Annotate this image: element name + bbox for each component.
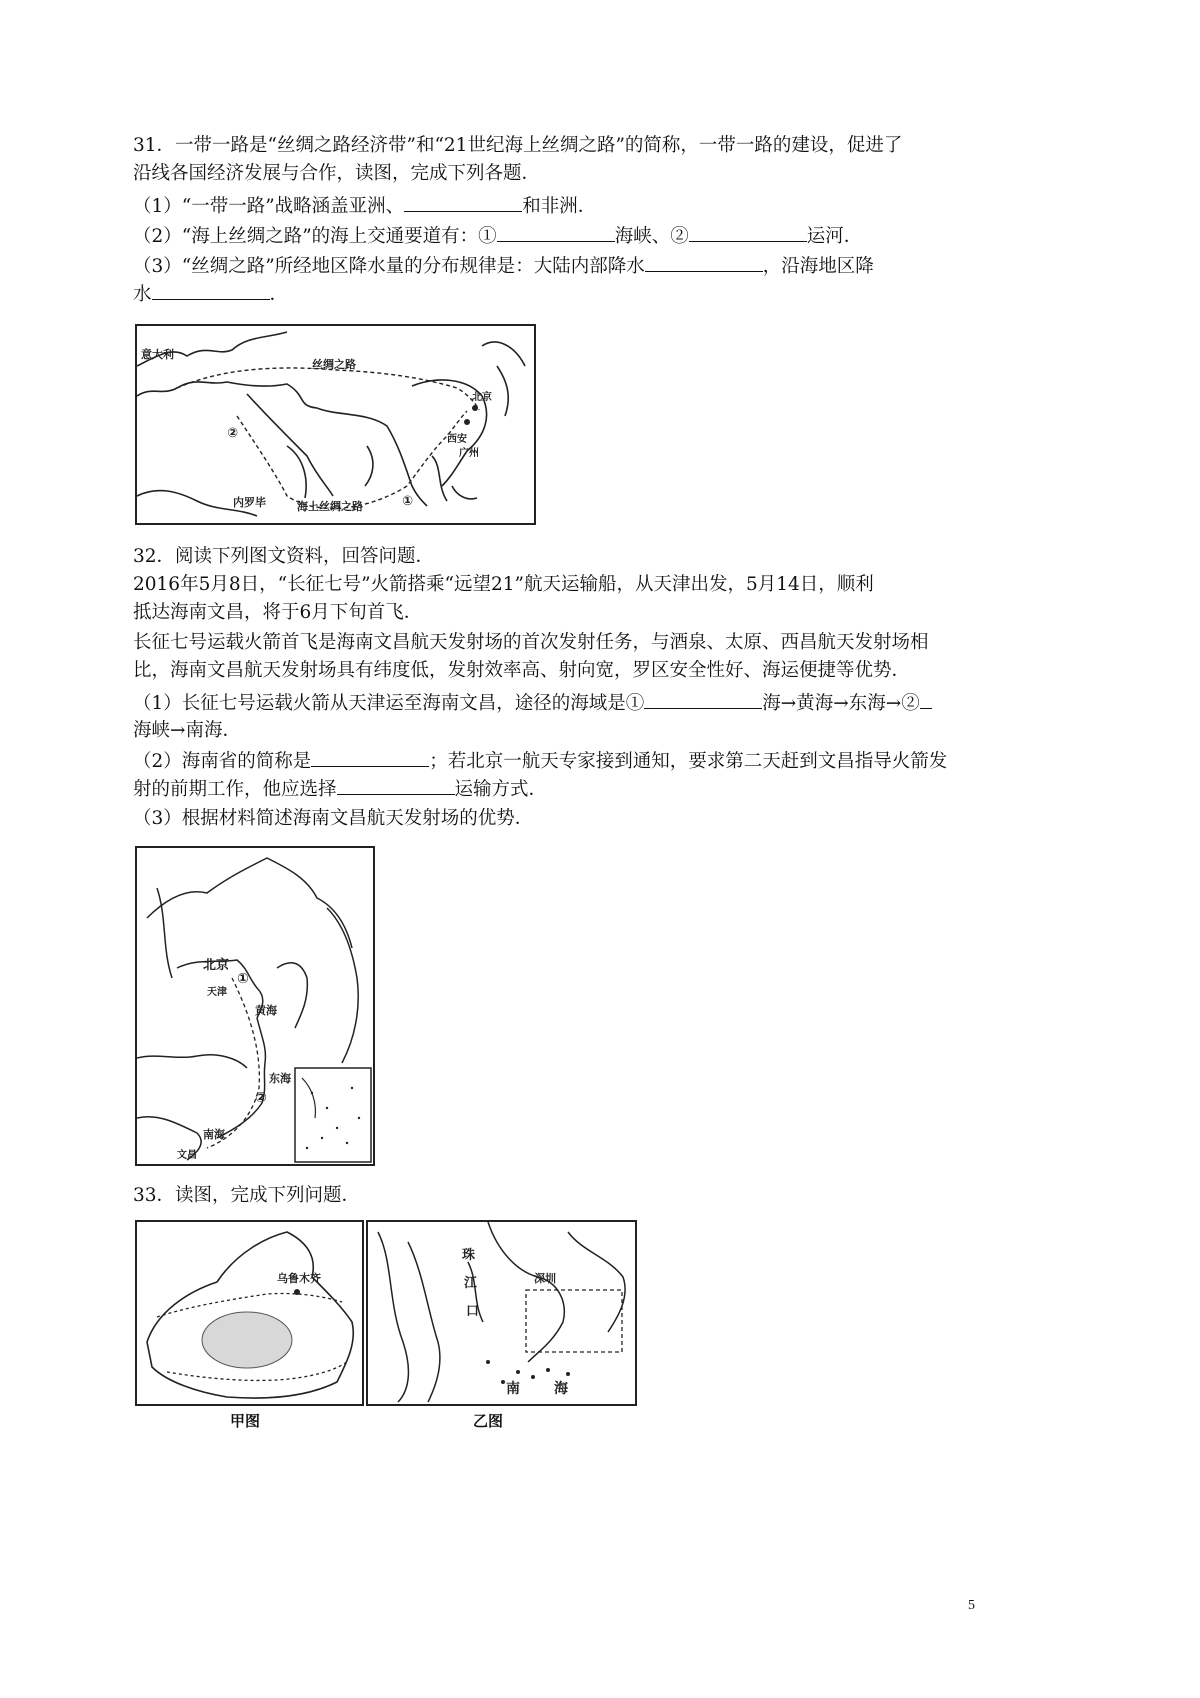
page-number: 5 (968, 1598, 975, 1613)
q32-para2-line1: 长征七号运载火箭首飞是海南文昌航天发射场的首次发射任务，与酒泉、太原、西昌航天发射场相 (133, 632, 929, 653)
q31-intro-line1: 31．一带一路是“丝绸之路经济带”和“21世纪海上丝绸之路”的简称，一带一路的建设，促进了 (133, 135, 903, 156)
q31-part2 (133, 223, 862, 250)
q31-label-xian: 西安 (447, 434, 467, 445)
q32-part1 (133, 690, 932, 717)
q33-label-hai: 海 (554, 1381, 568, 1397)
q32-label-tianjin: 天津 (207, 987, 227, 998)
q31-part1 (133, 193, 596, 220)
q33-label-urumqi: 乌鲁木齐 (277, 1272, 321, 1285)
q32-label-nanhai: 南海 (203, 1128, 225, 1141)
q31-part1-blank[interactable] (404, 193, 522, 212)
q32-part1-text-before: （1）长征七号运载火箭从天津运至海南文昌，途径的海域是① (133, 693, 645, 714)
q31-part3-blank1[interactable] (645, 253, 763, 272)
q31-part2-blank1[interactable] (497, 223, 615, 242)
q32-part2 (133, 748, 947, 775)
q31-marker-2: ② (227, 426, 239, 441)
q32-part1-blank1[interactable] (644, 690, 762, 709)
q32-para1-line1: 2016年5月8日，“长征七号”火箭搭乘“远望21”航天运输船，从天津出发，5月14日，顺利 (133, 574, 874, 595)
q32-china-coast-map (135, 846, 375, 1166)
q32-part1-blank2[interactable] (920, 690, 932, 709)
q31-part3-cont (133, 281, 288, 308)
q31-part3 (133, 253, 874, 280)
q31-part1-text-after: 和非洲． (522, 196, 597, 217)
q31-part1-text-before: （1）“一带一路”战略涵盖亚洲、 (133, 196, 405, 217)
q32-part2b-text-before: 射的前期工作，他应选择 (133, 779, 337, 800)
q32-marker-2: ② (255, 1090, 267, 1106)
q32-label-huanghai: 黄海 (255, 1004, 277, 1017)
q32-part1-text-after: 海→黄海→东海→② (762, 693, 920, 714)
q31-part3-text-before: （3）“丝绸之路”所经地区降水量的分布规律是：大陆内部降水 (133, 256, 645, 277)
q32-marker-1: ① (237, 971, 249, 987)
q31-label-silkroad: 丝绸之路 (312, 358, 356, 371)
q31-part3-text-after: ，沿海地区降 (762, 256, 874, 277)
q31-part2-text-after: 运河． (806, 226, 863, 247)
q31-label-italy: 意大利 (141, 348, 174, 361)
q31-belt-road-map (135, 324, 536, 525)
q33-map-a-xinjiang (135, 1220, 364, 1406)
q32-para1-line2: 抵达海南文昌，将于6月下旬首飞． (133, 602, 423, 623)
q33-caption-a: 甲图 (230, 1412, 261, 1430)
q32-part2-text-before: （2）海南省的简称是 (133, 751, 312, 772)
q33-map-b-pearl-river (366, 1220, 637, 1406)
q32-para2-line2: 比，海南文昌航天发射场具有纬度低，发射效率高、射向宽，罗区安全性好、海运便捷等优势． (133, 660, 911, 681)
q31-label-guangzhou: 广州 (459, 448, 479, 459)
q32-part1-cont: 海峡→南海． (133, 720, 242, 741)
q32-part2-blank1[interactable] (311, 748, 429, 767)
q31-part2-text-mid: 海峡、② (614, 226, 689, 247)
q33-label-jiang: 江 (464, 1276, 478, 1291)
q32-part2-cont (133, 776, 547, 803)
q33-caption-b: 乙图 (473, 1412, 504, 1430)
q32-part2-blank2[interactable] (337, 776, 455, 795)
q31-intro-line2: 沿线各国经济发展与合作，读图，完成下列各题． (133, 163, 541, 184)
q33-label-nan: 南 (506, 1381, 520, 1397)
q31-label-nairobi: 内罗毕 (233, 496, 266, 509)
q33-intro: 33．读图，完成下列问题． (133, 1185, 361, 1206)
q31-part3b-text-after: ． (269, 284, 289, 305)
q32-part2-text-mid: ；若北京一航天专家接到通知，要求第二天赶到文昌指导火箭发 (429, 751, 948, 772)
q32-label-beijing: 北京 (203, 958, 230, 973)
q32-intro: 32．阅读下列图文资料，回答问题． (133, 546, 435, 567)
q33-label-kou: 口 (466, 1304, 480, 1319)
q32-part3: （3）根据材料简述海南文昌航天发射场的优势． (133, 808, 534, 829)
q33-label-zhu: 珠 (462, 1248, 476, 1263)
q31-label-maritime: 海上丝绸之路 (297, 500, 363, 513)
q31-part2-text-before: （2）“海上丝绸之路”的海上交通要道有：① (133, 226, 497, 247)
q33-map-a-drawing (137, 1222, 362, 1404)
q32-label-wenchang: 文昌 (177, 1150, 197, 1161)
q31-part3b-text-before: 水 (133, 284, 152, 305)
q31-marker-1: ① (402, 494, 414, 509)
q32-label-donghai: 东海 (269, 1072, 291, 1085)
q33-label-shenzhen: 深圳 (534, 1272, 556, 1285)
q31-label-beijing: 北京 (472, 392, 492, 403)
q32-part2b-text-after: 运输方式． (454, 779, 548, 800)
q33-map-b-drawing (368, 1222, 635, 1404)
q31-part3-blank2[interactable] (152, 281, 270, 300)
q31-part2-blank2[interactable] (689, 223, 807, 242)
